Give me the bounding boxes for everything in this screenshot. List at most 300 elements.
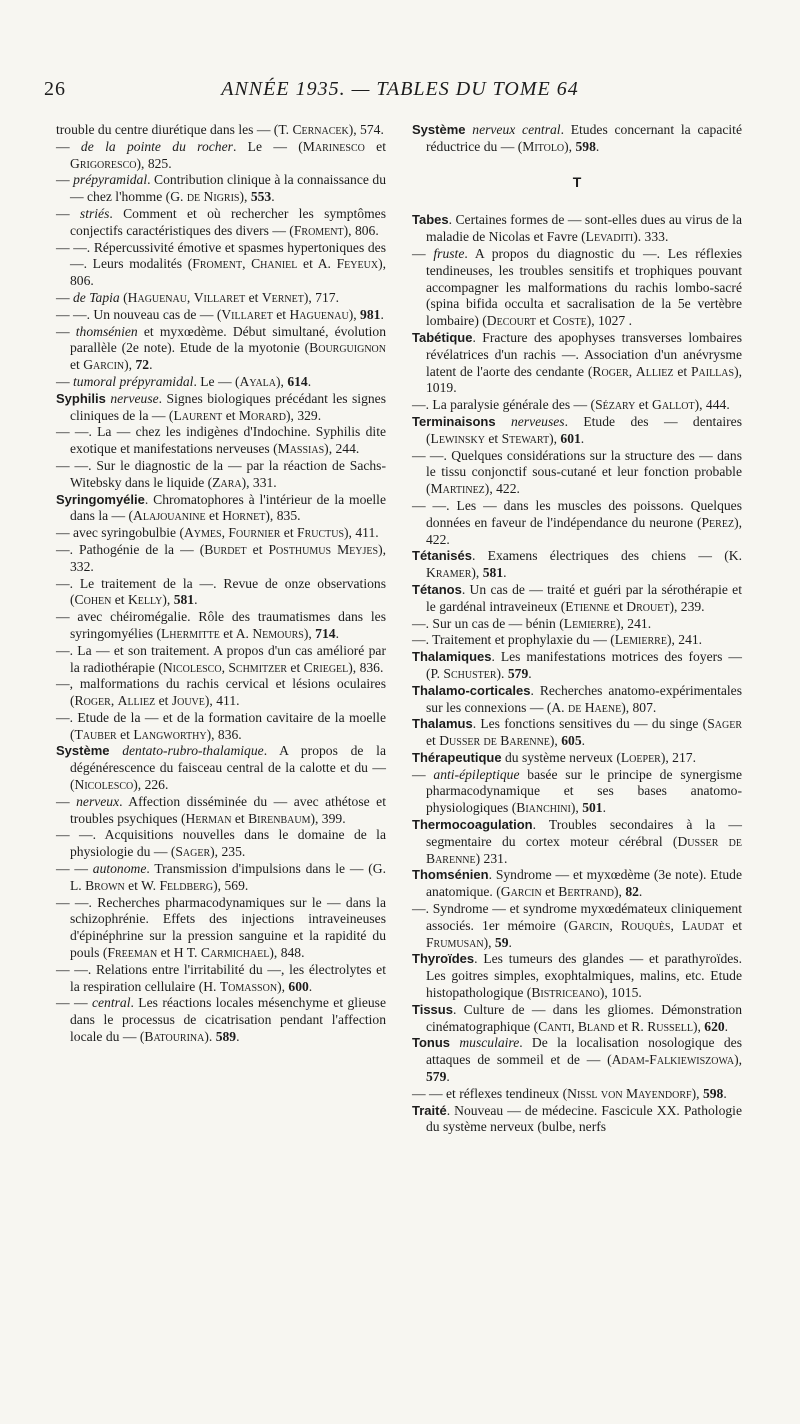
- page-reference: 581: [173, 592, 195, 608]
- author-name: Ayala: [239, 373, 276, 389]
- entry-text: ), 1027 .: [586, 313, 632, 329]
- entry-heading: Terminaisons: [412, 413, 496, 429]
- author-name: Paillas: [690, 363, 735, 379]
- entry-text: ).: [496, 665, 508, 681]
- author-name: Garcin: [500, 884, 542, 900]
- entry-text: .: [724, 1018, 729, 1034]
- entry-heading: Tétanisés: [412, 548, 472, 564]
- entry-text: . Syndrome — et myxœdème (3e note). Etude anatomique. (: [426, 867, 742, 900]
- index-entry: [56, 374, 386, 391]
- entry-text: ), 241.: [666, 632, 703, 648]
- author-name: Kelly: [127, 592, 163, 608]
- entry-text: —. Sur un cas de — bénin (: [412, 615, 564, 631]
- entry-text: ), 217.: [660, 749, 696, 765]
- entry-text: (: [119, 289, 128, 305]
- entry-text: —: [56, 172, 74, 188]
- entry-text: et: [673, 363, 691, 379]
- entry-text: ), 807.: [621, 699, 657, 715]
- entry-text: et: [484, 430, 502, 446]
- entry-text: ), 806.: [70, 256, 386, 289]
- index-entry: [56, 710, 386, 744]
- entry-heading: Syringomyélie: [56, 491, 145, 507]
- left-column: [56, 122, 386, 1046]
- index-entry: [412, 750, 742, 767]
- index-entry: [412, 1002, 742, 1036]
- index-entry: [56, 676, 386, 710]
- entry-text: et myxœdème. Début simultané, évolution parallèle (2e note). Etude de la myotonie (: [70, 323, 386, 356]
- entry-text: ), 411.: [344, 525, 379, 541]
- author-name: Zara: [212, 474, 242, 490]
- entry-text: — —. Quelques considérations sur la structure des — dans le tissu conjonctif sous-cutané et leur fonction probable (: [412, 447, 742, 497]
- author-name: Etienne: [565, 598, 610, 614]
- entry-text: ), 848.: [269, 945, 305, 961]
- page-reference: 714: [315, 625, 336, 641]
- entry-text: . Signes biologiques précédant les signes cliniques de la — (: [70, 390, 386, 423]
- entry-text: — avec chéiromégalie. Rôle des traumatismes dans les syringomyélies (: [56, 609, 386, 641]
- entry-text: ),: [124, 357, 136, 373]
- entry-text: de Tapia: [73, 289, 120, 305]
- index-entry: [412, 1086, 742, 1103]
- author-name: Lemierre: [614, 632, 667, 648]
- author-name: Adam-Falkiewiszowa: [611, 1052, 735, 1068]
- entry-text: . A propos de la dégénérescence du faisceau central de la calotte et du — (: [70, 743, 386, 793]
- author-name: Frumusan: [426, 934, 484, 950]
- author-name: Roger: [592, 363, 629, 379]
- entry-text: .: [580, 430, 585, 446]
- author-name: Brown: [85, 877, 125, 893]
- entry-text: . Le — (: [232, 138, 303, 154]
- author-name: Perez: [701, 514, 735, 530]
- page-reference: 579: [426, 1069, 447, 1085]
- entry-text: — — et réflexes tendineux (: [412, 1085, 568, 1101]
- entry-text: ),: [471, 565, 483, 581]
- entry-text: —. La — et son traitement. A propos d'un cas amélioré par la radiothérapie (: [56, 642, 386, 675]
- entry-text: ,: [242, 256, 252, 272]
- page-reference: 553: [250, 189, 272, 205]
- author-name: Massias: [277, 441, 325, 457]
- entry-text: ), 836.: [348, 659, 384, 675]
- author-name: Nemours: [252, 625, 304, 641]
- index-entry: [412, 632, 742, 649]
- page-reference: 605: [561, 733, 582, 749]
- entry-text: ), 332.: [70, 541, 386, 574]
- author-name: Gallot: [652, 397, 695, 413]
- entry-text: —: [56, 373, 73, 389]
- author-name: Bland: [577, 1018, 615, 1034]
- index-entry: [56, 576, 386, 610]
- entry-text: ), 411.: [204, 693, 240, 709]
- entry-text: et: [364, 138, 386, 154]
- entry-text: . Nouveau — de médecine. Fascicule XX. Pathologie du système nerveux (bulbe, nerfs: [426, 1102, 742, 1135]
- entry-text: ), 1015.: [599, 985, 642, 1001]
- entry-text: . Chromatophores à l'intérieur de la moelle dans la — (: [70, 491, 386, 524]
- entry-text: ), 235.: [210, 844, 246, 860]
- entry-text: —: [56, 323, 76, 339]
- entry-text: ,: [670, 917, 682, 933]
- entry-text: ),: [734, 1052, 742, 1068]
- author-name: Herman: [185, 810, 232, 826]
- entry-text: .: [446, 1069, 450, 1085]
- entry-text: ,: [221, 659, 229, 675]
- entry-text: musculaire: [459, 1035, 520, 1051]
- entry-text: . Transmission d'impulsions dans le — (G. L.: [70, 861, 386, 893]
- entry-heading: Système: [412, 122, 466, 137]
- author-name: Lewinsky: [430, 430, 485, 446]
- entry-text: et: [287, 659, 304, 675]
- entry-text: ), 1019.: [426, 363, 743, 396]
- author-name: Langworthy: [133, 726, 207, 742]
- author-name: Rouquès: [620, 917, 671, 933]
- entry-text: ,: [186, 289, 194, 305]
- entry-text: — —. Relations entre l'irritabilité du —, les électrolytes et la respiration cellulaire (H.: [56, 961, 386, 994]
- entry-text: et W.: [124, 877, 160, 893]
- author-name: Haguenau: [127, 289, 187, 305]
- index-entry: [412, 212, 742, 246]
- entry-text: ), 422.: [484, 481, 520, 497]
- author-name: Russell: [647, 1018, 693, 1034]
- author-name: Roger: [74, 693, 111, 709]
- entry-text: ),: [564, 138, 576, 154]
- page-reference: 620: [704, 1018, 725, 1034]
- entry-text: ), 329.: [286, 407, 322, 423]
- entry-text: . Etude des — dentaires (: [426, 413, 742, 446]
- page-reference: 598: [702, 1085, 724, 1101]
- entry-text: ), 444.: [694, 397, 730, 413]
- entry-text: ,: [221, 525, 229, 541]
- index-entry: [412, 582, 742, 616]
- entry-text: ). 333.: [633, 229, 669, 245]
- entry-text: — —. Les — dans les muscles des poissons. Quelques données en faveur de l'indépendance du neurone (: [412, 497, 742, 530]
- entry-text: et: [541, 884, 559, 900]
- entry-text: —: [56, 793, 77, 809]
- author-name: Birenbaum: [248, 810, 311, 826]
- author-name: Aymes: [183, 525, 222, 541]
- page-reference: 501: [582, 800, 603, 816]
- entry-text: ) 231.: [475, 850, 508, 866]
- page-reference: 601: [560, 430, 581, 446]
- entry-text: ),: [162, 592, 174, 608]
- entry-text: .: [307, 373, 312, 389]
- author-name: Sézary: [595, 397, 636, 413]
- entry-text: .: [723, 1085, 727, 1101]
- entry-text: ,: [571, 1018, 578, 1034]
- page-reference: 589: [215, 1029, 237, 1045]
- author-name: Dusser de Barenne: [426, 833, 743, 866]
- entry-text: ), 825.: [136, 155, 172, 171]
- author-name: Martinez: [430, 481, 485, 497]
- entry-text: —: [412, 766, 434, 782]
- author-name: Villaret: [193, 289, 246, 305]
- entry-text: et: [426, 733, 440, 749]
- index-entry: [56, 743, 386, 793]
- index-entry: [412, 330, 742, 397]
- entry-text: .: [380, 306, 384, 322]
- author-name: Dusser de Barenne: [439, 733, 550, 749]
- author-name: Haguenau: [289, 306, 349, 322]
- entry-text: — —. Acquisitions nouvelles dans le domaine de la physiologie du — (: [56, 827, 386, 860]
- author-name: Drouet: [626, 598, 670, 614]
- author-name: Bertrand: [558, 884, 614, 900]
- entry-heading: Thermocoagulation: [412, 817, 533, 833]
- author-name: Nicolesco: [74, 777, 134, 793]
- entry-text: central: [91, 995, 131, 1011]
- entry-text: .: [335, 625, 339, 641]
- author-name: Freeman: [107, 945, 158, 961]
- entry-text: —. La paralysie générale des — (: [412, 397, 596, 413]
- entry-heading: Traité: [412, 1102, 447, 1118]
- author-name: Garcin: [83, 357, 125, 373]
- index-entry: [412, 414, 742, 448]
- entry-text: ), 244.: [324, 441, 360, 457]
- entry-text: ), 422.: [426, 514, 742, 547]
- entry-text: et: [272, 306, 290, 322]
- entry-heading: Tonus: [412, 1035, 451, 1051]
- author-name: Levaditi: [585, 229, 634, 245]
- entry-text: .: [528, 665, 532, 681]
- index-entry: [412, 767, 742, 817]
- entry-text: —. Le traitement de la —. Revue de onze observations (: [56, 575, 386, 608]
- entry-text: thomsénien: [75, 323, 138, 339]
- entry-text: et: [246, 541, 269, 557]
- entry-text: ),: [348, 306, 361, 322]
- entry-text: . Recherches anatomo-expérimentales sur les connexions — (A.: [426, 682, 742, 715]
- page-reference: 579: [507, 665, 529, 681]
- entry-text: [496, 414, 511, 429]
- page-reference: 59: [494, 934, 509, 950]
- entry-text: .: [271, 189, 275, 205]
- entry-text: . Contribution clinique à la connaissance du — chez l'homme (G.: [70, 172, 386, 205]
- entry-text: ), 806.: [343, 222, 379, 238]
- author-name: Mitolo: [522, 138, 565, 154]
- entry-text: ), 574.: [348, 122, 384, 137]
- author-name: Feyeux: [336, 256, 379, 272]
- author-name: Bourguignon: [309, 340, 386, 356]
- index-entry: [56, 172, 386, 206]
- author-name: Schuster: [443, 665, 497, 681]
- author-name: Bianchini: [516, 800, 571, 816]
- entry-text: — —. La — chez les indigènes d'Indochine. Syphilis dite exotique et manifestations nerveuses (: [56, 424, 386, 457]
- entry-text: prépyramidal: [73, 172, 148, 188]
- author-name: Lhermitte: [161, 625, 220, 641]
- page-reference: 981: [360, 306, 381, 322]
- entry-text: ), 241.: [615, 615, 652, 631]
- entry-text: . Les fonctions sensitives du — du singe (: [472, 716, 708, 732]
- entry-text: ), 836.: [206, 726, 242, 742]
- index-entry: [56, 307, 386, 324]
- entry-text: anti-épileptique: [433, 766, 520, 782]
- entry-text: nerveuse: [110, 390, 159, 406]
- author-name: Posthumus Meyjes: [268, 541, 379, 557]
- entry-text: et: [155, 693, 172, 709]
- entry-heading: Syphilis: [56, 390, 106, 406]
- entry-text: .: [503, 565, 507, 581]
- author-name: Vernet: [261, 289, 304, 305]
- entry-text: .: [595, 138, 600, 154]
- entry-text: . Les manifestations motrices des foyers — (P.: [426, 649, 742, 681]
- entry-text: ), 239.: [669, 598, 705, 614]
- entry-text: et: [70, 357, 84, 373]
- author-name: Stewart: [501, 430, 550, 446]
- entry-text: et: [245, 289, 262, 305]
- author-name: Batourina: [144, 1029, 205, 1045]
- index-entry: [56, 861, 386, 895]
- author-name: Grigoresco: [70, 155, 137, 171]
- right-column: [412, 122, 742, 1136]
- index-entry: [412, 867, 742, 901]
- entry-text: et: [280, 525, 298, 541]
- index-entry: [56, 525, 386, 542]
- author-name: Coste: [552, 313, 587, 329]
- author-name: de Nigris: [186, 189, 240, 205]
- entry-text: . Etudes concernant la capacité réductrice du — (: [426, 122, 742, 154]
- entry-text: .: [308, 978, 313, 994]
- page-reference: 82: [625, 884, 639, 900]
- entry-text: et: [222, 407, 239, 423]
- entry-text: ), 331.: [241, 474, 277, 490]
- author-name: de Haene: [567, 699, 622, 715]
- index-entry: [412, 122, 742, 156]
- author-name: Froment: [192, 256, 243, 272]
- entry-text: — —: [56, 861, 93, 877]
- author-name: Chaniel: [251, 256, 298, 272]
- entry-text: ,: [628, 363, 636, 379]
- index-entry: [412, 616, 742, 633]
- entry-text: —: [56, 289, 73, 305]
- entry-text: . Certaines formes de — sont-elles dues au virus de la maladie de Nicolas et Favre (: [426, 212, 742, 245]
- entry-text: ),: [276, 373, 288, 389]
- entry-text: — —. Répercussivité émotive et spasmes hypertoniques des —. Leurs modalités (: [56, 239, 386, 272]
- entry-text: striés: [79, 205, 110, 221]
- entry-text: et: [536, 313, 553, 329]
- index-entry: [56, 609, 386, 643]
- author-name: Laudat: [681, 917, 725, 933]
- author-name: Sager: [707, 716, 742, 732]
- entry-text: ), 835.: [265, 508, 301, 524]
- author-name: Criegel: [303, 659, 349, 675]
- author-name: Alajouanine: [133, 508, 206, 524]
- index-entry: [56, 324, 386, 374]
- index-entry: [56, 122, 386, 139]
- page-reference: 600: [288, 978, 309, 994]
- entry-text: basée sur le principe de synergisme pharmacodynamique et ses bases anatomo-physiologiques (: [426, 766, 742, 816]
- entry-text: dentato-rubro-thalamique: [122, 743, 264, 759]
- entry-text: et A.: [297, 256, 337, 272]
- index-entry: [412, 246, 742, 330]
- entry-text: .: [602, 800, 606, 816]
- entry-text: —. Pathogénie de la — (: [56, 541, 205, 557]
- entry-heading: Tissus: [412, 1001, 453, 1017]
- entry-text: nerveuses: [510, 413, 565, 429]
- entry-text: ), 226.: [133, 777, 169, 793]
- author-name: Lemierre: [563, 615, 616, 631]
- entry-text: nerveux central: [472, 122, 561, 137]
- author-name: Villaret: [221, 306, 273, 322]
- entry-text: .: [638, 884, 643, 900]
- entry-text: trouble du centre diurétique dans les — (T.: [56, 122, 293, 137]
- entry-text: et: [724, 917, 743, 933]
- entry-heading: Tétanos: [412, 581, 462, 597]
- author-name: Carmichael: [200, 945, 270, 961]
- entry-text: — —. Un nouveau cas de — (: [56, 306, 222, 322]
- author-name: Laurent: [173, 407, 223, 423]
- index-entry: [56, 458, 386, 492]
- entry-text: . Un cas de — traité et guéri par la sérothérapie et le gardénal intraveineux (: [426, 581, 742, 614]
- entry-text: tumoral prépyramidal: [73, 373, 194, 389]
- entry-text: .: [581, 733, 586, 749]
- index-entry: [56, 995, 386, 1045]
- entry-text: .: [194, 592, 198, 608]
- author-name: Morard: [238, 407, 286, 423]
- entry-text: . A propos du diagnostic du —. Les réflexies tendineuses, les troubles sensitifs et trophiques pouvant accompagner les malformations du rachis lombo-sacré (spina bifida occulta et sacralisation de la 5e vertèbre lombaire) (: [426, 245, 742, 329]
- author-name: Sager: [175, 844, 211, 860]
- index-entry: [412, 951, 742, 1001]
- entry-text: ),: [483, 934, 495, 950]
- author-name: Alliez: [635, 363, 674, 379]
- index-entry: [56, 895, 386, 962]
- index-entry: [412, 548, 742, 582]
- author-name: Tauber: [74, 726, 117, 742]
- author-name: Alliez: [117, 693, 156, 709]
- author-name: Feldberg: [159, 877, 214, 893]
- page-number: 26: [44, 78, 66, 100]
- entry-text: [109, 743, 122, 758]
- entry-text: . Fracture des apophyses transverses lombaires révélatrices d'un rachis —. Association d'un anévrysme latent de l'aorte des cendante (: [426, 329, 742, 379]
- entry-text: —. Etude de la — et de la formation cavitaire de la moelle (: [56, 709, 386, 742]
- author-name: Nicolesco: [162, 659, 222, 675]
- entry-text: et: [609, 598, 627, 614]
- running-title: ANNÉE 1935. — TABLES DU TOME 64: [221, 78, 579, 100]
- index-entry: [56, 206, 386, 240]
- entry-text: —. Traitement et prophylaxie du — (: [412, 632, 615, 648]
- running-header: [44, 78, 756, 104]
- index-entry: [412, 1035, 742, 1085]
- index-entry: [56, 827, 386, 861]
- index-entry: [412, 1103, 742, 1137]
- index-entry: [56, 240, 386, 290]
- entry-text: ),: [692, 1018, 705, 1034]
- entry-text: .: [508, 934, 512, 950]
- index-entry: [56, 542, 386, 576]
- entry-text: ,: [110, 693, 118, 709]
- entry-heading: Thérapeutique: [412, 749, 502, 765]
- entry-text: ), 569.: [213, 877, 249, 893]
- entry-text: ), 717.: [303, 289, 339, 305]
- author-name: Nissl von Mayendorf: [567, 1085, 692, 1101]
- author-name: Canti: [538, 1018, 572, 1034]
- entry-text: et: [205, 508, 223, 524]
- entry-text: ),: [691, 1085, 703, 1101]
- author-name: Tomasson: [219, 978, 278, 994]
- index-entry: [56, 962, 386, 996]
- index-entry: [56, 290, 386, 307]
- index-entry: [56, 391, 386, 425]
- entry-text: —: [56, 138, 81, 154]
- section-letter: T: [572, 173, 582, 190]
- index-entry: [412, 901, 742, 951]
- entry-heading: Thyroïdes: [412, 951, 475, 967]
- author-name: Schmitzer: [228, 659, 288, 675]
- author-name: Cernacek: [292, 122, 349, 137]
- entry-heading: Tabes: [412, 212, 449, 228]
- entry-text: —. Syndrome — et syndrome myxœdémateux cliniquement associés. 1er mémoire (: [412, 901, 742, 933]
- entry-text: . Affection disséminée du — avec athétose et troubles psychiques (: [70, 793, 386, 826]
- page-reference: 72: [135, 357, 150, 373]
- index-entry: [412, 716, 742, 750]
- author-name: Burdet: [204, 541, 247, 557]
- entry-text: ),: [549, 733, 562, 749]
- author-name: Kramer: [426, 565, 472, 581]
- entry-text: et A.: [219, 625, 253, 641]
